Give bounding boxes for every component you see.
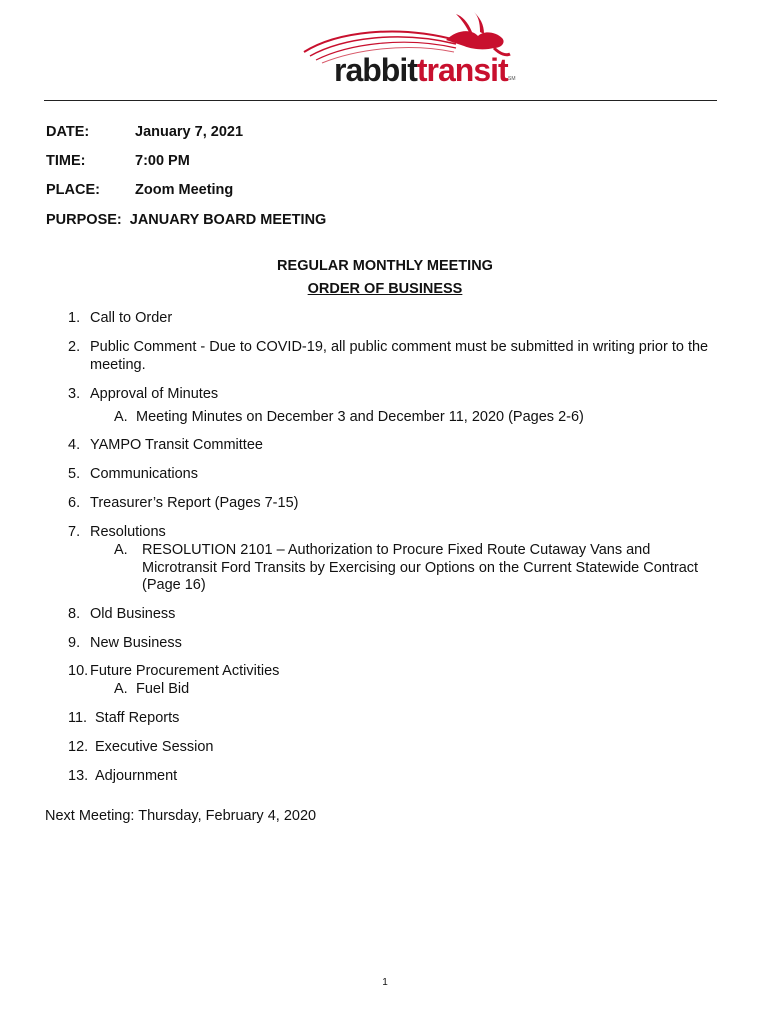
- logo-wordmark: [334, 54, 508, 86]
- item-text-line: Public Comment - Due to COVID-19, all public comment must be submitted in writing prior to the: [90, 339, 709, 355]
- list-item: [68, 437, 263, 454]
- item-text: Communications: [90, 466, 198, 482]
- header-divider: [44, 100, 717, 101]
- item-number: 6.: [68, 495, 81, 511]
- item-text: New Business: [90, 635, 182, 651]
- purpose-label: PURPOSE:: [46, 212, 122, 228]
- list-item: [68, 635, 182, 652]
- heading-regular-meeting: REGULAR MONTHLY MEETING: [277, 258, 493, 274]
- sub-item-text: Meeting Minutes on December 3 and December 11, 2020 (Pages 2-6): [136, 409, 584, 425]
- item-number: 7.: [68, 524, 81, 540]
- item-text: YAMPO Transit Committee: [90, 437, 263, 453]
- sub-item-letter: A.: [114, 409, 128, 425]
- item-number: 4.: [68, 437, 81, 453]
- place-label: PLACE:: [46, 182, 100, 198]
- list-item: [68, 310, 173, 327]
- sub-item-letter: A.: [114, 681, 128, 697]
- meta-date: [46, 124, 243, 140]
- list-item: [68, 768, 178, 785]
- list-item: [68, 663, 280, 680]
- item-text: Call to Order: [90, 310, 173, 326]
- sub-item: [114, 409, 584, 426]
- item-text: Treasurer’s Report (Pages 7-15): [90, 495, 299, 511]
- item-number: 11.: [68, 710, 88, 726]
- heading-order-of-business: ORDER OF BUSINESS: [307, 281, 463, 297]
- sub-item: [114, 542, 699, 593]
- item-number: 1.: [68, 310, 81, 326]
- list-item: [68, 386, 219, 403]
- item-text-line: meeting.: [90, 357, 146, 373]
- list-item: [68, 710, 180, 727]
- item-number: 12.: [68, 739, 89, 755]
- sub-item-letter: A.: [114, 542, 128, 558]
- page-number: 1: [382, 977, 388, 988]
- meta-place: [46, 182, 233, 198]
- date-label: DATE:: [46, 124, 90, 140]
- item-number: 2.: [68, 339, 81, 355]
- sub-item-text-line: Microtransit Ford Transits by Exercising our Options on the Current Statewide Contract: [142, 560, 699, 576]
- service-mark: SM: [508, 76, 516, 82]
- item-text: Executive Session: [95, 739, 214, 755]
- item-text: Resolutions: [90, 524, 166, 540]
- meta-purpose: [46, 212, 326, 228]
- list-item: [68, 339, 709, 373]
- list-item: [68, 495, 299, 512]
- next-meeting: Next Meeting: Thursday, February 4, 2020: [45, 808, 317, 824]
- item-number: 5.: [68, 466, 81, 482]
- item-text: Staff Reports: [95, 710, 180, 726]
- item-text: Adjournment: [95, 768, 178, 784]
- item-number: 9.: [68, 635, 81, 651]
- sub-item-text-line: (Page 16): [142, 577, 206, 593]
- item-number: 8.: [68, 606, 81, 622]
- item-text: Old Business: [90, 606, 176, 622]
- sub-item-text-line: RESOLUTION 2101 – Authorization to Procure Fixed Route Cutaway Vans and: [142, 542, 651, 558]
- rabbittransit-logo: [296, 10, 526, 86]
- place-value: Zoom Meeting: [135, 182, 234, 198]
- sub-item-text: Fuel Bid: [136, 681, 190, 697]
- logo-word-transit: transit: [416, 52, 508, 88]
- meta-time: [46, 153, 190, 169]
- list-item: [68, 739, 214, 756]
- time-value: 7:00 PM: [135, 153, 190, 169]
- purpose-value: JANUARY BOARD MEETING: [129, 212, 327, 228]
- item-text: Approval of Minutes: [90, 386, 219, 402]
- time-label: TIME:: [46, 153, 86, 169]
- item-number: 3.: [68, 386, 81, 402]
- item-number: 13.: [68, 768, 89, 784]
- list-item: [68, 524, 166, 541]
- logo-word-rabbit: rabbit: [334, 52, 417, 88]
- date-value: January 7, 2021: [135, 124, 244, 140]
- list-item: [68, 606, 176, 623]
- list-item: [68, 466, 198, 483]
- item-number: 10.: [68, 663, 89, 679]
- sub-item: [114, 681, 190, 698]
- item-text: Future Procurement Activities: [90, 663, 280, 679]
